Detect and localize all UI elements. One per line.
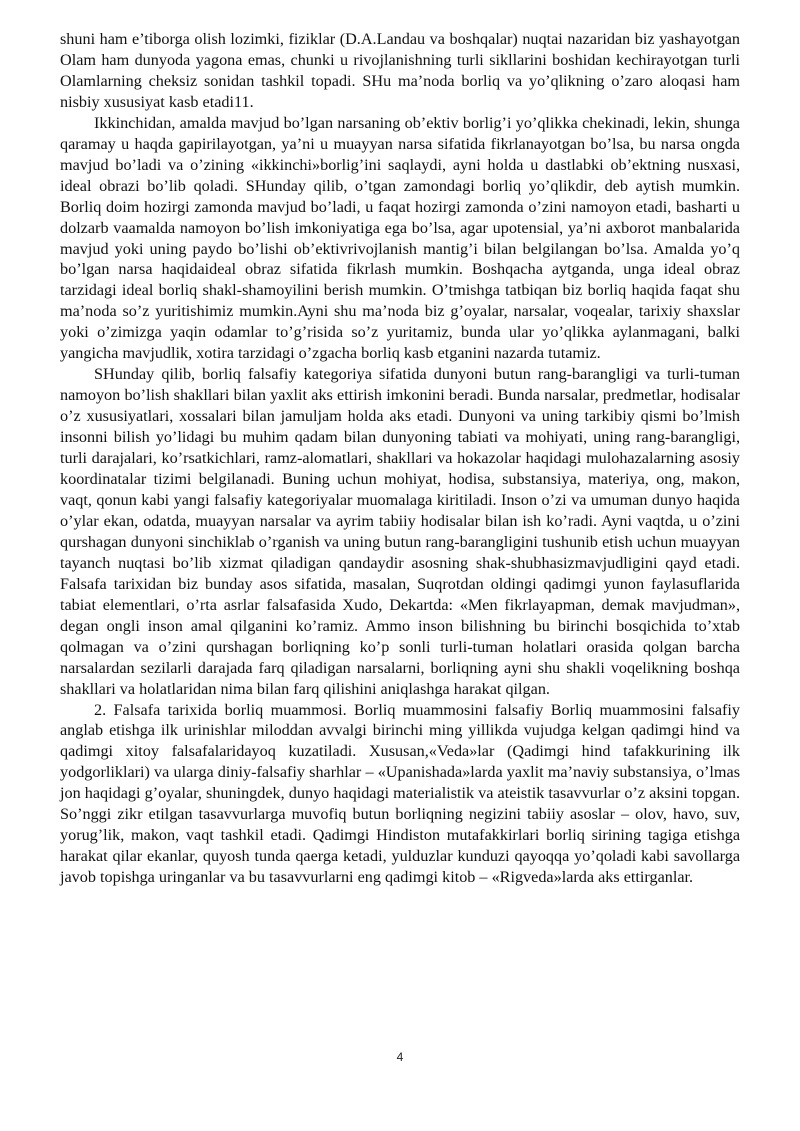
page-number: 4 bbox=[396, 1050, 404, 1064]
paragraph-shunday-qilib: SHunday qilib, borliq falsafiy kategoriya sifatida dunyoni butun rang-barangligi va turli-tuman namoyon bo’lish shakllari bilan yaxlit aks ettirish imkonini beradi. Bunda narsalar, predmetlar, hodisalar o’z xususiyatlari, xossalari bilan jamuljam holda aks etadi. Dunyoni va uning tarkibiy qismi bo’lmish insonni bilish yo’lidagi bu muhim qadam bilan dunyoning tabiati va mohiyati, uning rang-barangligi, turli darajalari, ko’rsatkichlari, ramz-alomatlari, shakllari va hokazolar haqidagi mulohazalarning asosiy koordinatalar tizimi belgilanadi. Buning uchun mohiyat, hodisa, substansiya, materiya, ong, makon, vaqt, qonun kabi yangi falsafiy kategoriyalar muomalaga kiritiladi. Inson o’zi va umuman dunyo haqida o’ylar ekan, odatda, muayyan narsalar va ayrim tabiiy hodisalar bilan ish ko’radi. Ayni vaqtda, u o’zini qurshagan dunyoni sinchiklab o’rganish va uning butun rang-barangligini tushunib etish uchun muayyan tayanch nuqtasi bo’lib xizmat qiladigan qandaydir asosning shak-shubhasizmavjudligini qayd etadi. Falsafa tarixidan biz bunday asos sifatida, masalan, Suqrotdan oldingi qadimgi yunon faylasuflarida tabiat elementlari, o’rta asrlar falsafasida Xudo, Dekartda: «Men fikrlayapman, demak mavjudman», degan ongli inson amal qilganini ko’ramiz. Ammo inson bilishning bu birinchi bosqichida to’xtab qolmagan va o’zini qurshagan borliqning ko’p sonli turli-tuman holatlari orasida qolgan barcha narsalardan sezilarli darajada farq qiladigan narsalarni, borliqning ayni shu shakli voqelikning boshqa shakllari va holatlaridan nima bilan farq qilishini aniqlashga harakat qilgan. bbox=[60, 365, 740, 698]
paragraph-section-2: 2. Falsafa tarixida borliq muammosi. Borliq muammosini falsafiy Borliq muammosini falsafiy anglab etishga ilk urinishlar miloddan avvalgi birinchi ming yillikda vujudga kelgan qadimgi hind va qadimgi xitoy falsafalaridayoq kuzatiladi. Xususan,«Veda»lar (Qadimgi hind tafakkurining ilk yodgorliklari) va ularga diniy-falsafiy sharhlar – «Upanishada»larda yaxlit ma’naviy substansiya, o’lmas jon haqidagi g’oyalar, shuningdek, dunyo haqidagi materialistik va ateistik tasavvurlar o’z aksini topgan. So’nggi zikr etilgan tasavvurlarga muvofiq butun borliqning negizini tabiiy asoslar – olov, havo, suv, yorug’lik, makon, vaqt tashkil etadi. Qadimgi Hindiston mutafakkirlari borliq sirining tagiga etishga harakat qilar ekanlar, quyosh tunda qaerga ketadi, yulduzlar kunduzi qayoqqa yo’qoladi kabi savollarga javob topishga uringanlar va bu tasavvurlarni eng qadimgi kitob – «Rigveda»larda aks ettirganlar. bbox=[60, 700, 740, 887]
paragraph-ikkinchidan: Ikkinchidan, amalda mavjud bo’lgan narsaning ob’ektiv borlig’i yo’qlikka chekinadi, lekin, shunga qaramay u haqda gapirilayotgan, ya’ni u muayyan narsa sifatida fikrlanayotgan bo’lsa, bu narsa ongda mavjud bo’ladi va o’zining «ikkinchi»borlig’ini saqlaydi, ayni holda u dastlabki ob’ektning nusxasi, ideal obrazi bo’lib qoladi. SHunday qilib, o’tgan zamondagi borliq yo’qlikdir, deb aytish mumkin. Borliq doim hozirgi zamonda mavjud bo’ladi, u faqat hozirgi zamonda o’zini namoyon etadi, basharti u dolzarb vaamalda namoyon bo’lish imkoniyatiga ega bo’lsa, agar upotensial, ya’ni axborot manbalarida mavjud yoki uning paydo bo’lishi ob’ektivrivojlanish mantig’i bilan belgilangan bo’lsa. Amalda yo’q bo’lgan narsa haqidaideal obraz sifatida fikrlash mumkin. Boshqacha aytganda, unga ideal obraz tarzidagi ideal borliq shakl-shamoyilini berish mumkin. O’tmishga tatbiqan biz borliq haqida faqat shu ma’noda so’z yuritishimiz mumkin.Ayni shu ma’noda biz g’oyalar, narsalar, voqealar, tarixiy shaxslar yoki o’zimizga yaqin odamlar to’g’risida so’z yuritamiz, bunda ular yo’qlikka aylanmagani, balki yangicha mavjudlik, xotira tarzidagi o’zgacha borliq kasb etganini nazarda tutamiz. bbox=[60, 113, 740, 363]
document-body bbox=[60, 29, 740, 888]
paragraph-continuation: shuni ham e’tiborga olish lozimki, fiziklar (D.A.Landau va boshqalar) nuqtai nazaridan biz yashayotgan Olam ham dunyoda yagona emas, chunki u rivojlanishning turli sikllarini boshidan kechirayotgan turli Olamlarning cheksiz sonidan tashkil topadi. SHu ma’noda borliq va yo’qlikning o’zaro aloqasi ham nisbiy xususiyat kasb etadi11. bbox=[60, 30, 740, 111]
